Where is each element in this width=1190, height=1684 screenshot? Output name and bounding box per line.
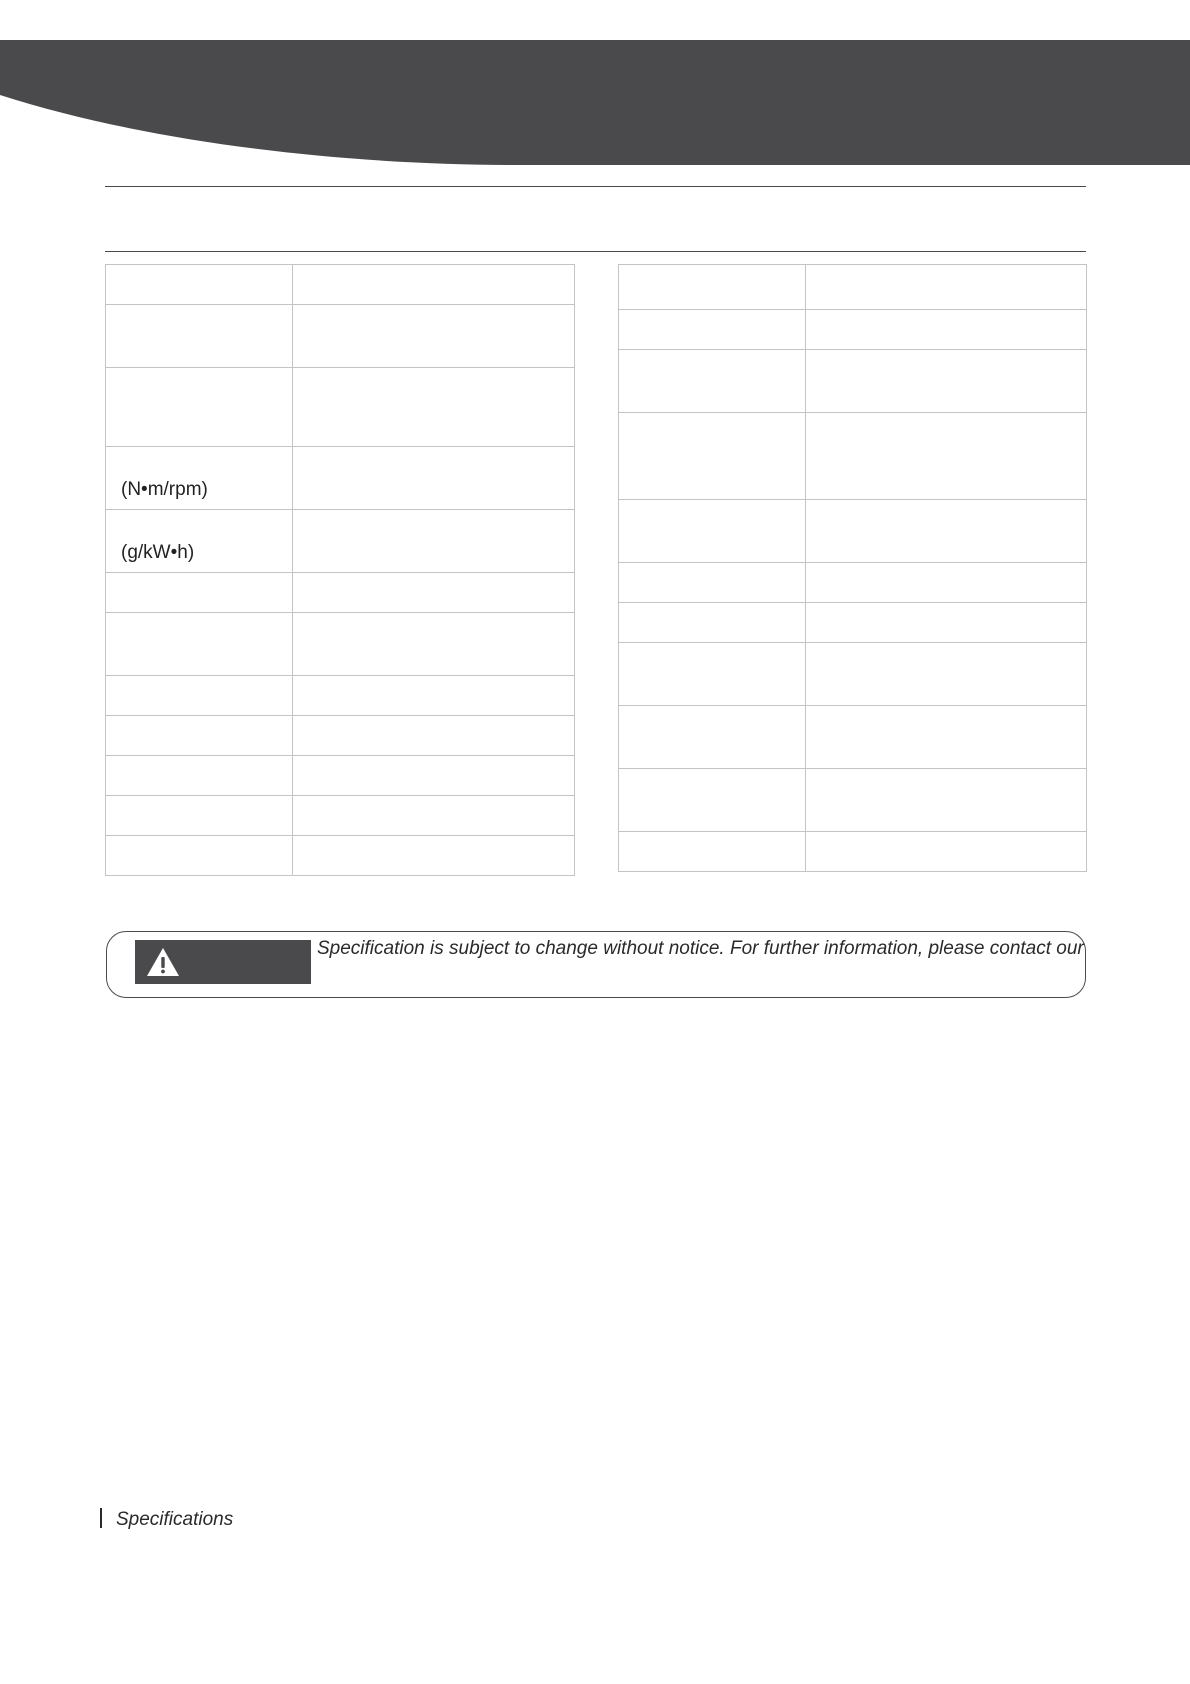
spec-value [806, 265, 1087, 310]
spec-value [806, 413, 1087, 500]
header-band [0, 40, 1190, 165]
spec-value [293, 716, 575, 756]
spec-value [293, 265, 575, 305]
table-row [619, 563, 1087, 603]
spec-value [806, 310, 1087, 350]
spec-label [619, 603, 806, 643]
spec-value [293, 676, 575, 716]
table-row [619, 310, 1087, 350]
table-row [619, 769, 1087, 832]
warning-icon [145, 946, 181, 978]
table-row [619, 832, 1087, 872]
notice-text: Specification is subject to change without notice. For further information, please contact our [317, 938, 1084, 959]
table-row [619, 643, 1087, 706]
spec-label: (N•m/rpm) [106, 447, 293, 510]
spec-label: (g/kW•h) [106, 510, 293, 573]
spec-value [293, 756, 575, 796]
spec-label [619, 413, 806, 500]
title-top-rule [105, 186, 1086, 187]
table-row [619, 350, 1087, 413]
spec-value [806, 706, 1087, 769]
page-footer [100, 1508, 233, 1531]
spec-value [293, 368, 575, 447]
spec-label [106, 265, 293, 305]
spec-label [106, 796, 293, 836]
table-row [106, 510, 575, 573]
table-row [619, 500, 1087, 563]
spec-label [619, 350, 806, 413]
spec-label [106, 716, 293, 756]
title-bottom-rule [105, 251, 1086, 252]
spec-value [293, 447, 575, 510]
spec-label [619, 706, 806, 769]
spec-value [293, 510, 575, 573]
spec-value [806, 350, 1087, 413]
spec-label [106, 368, 293, 447]
spec-label [619, 310, 806, 350]
table-row [106, 573, 575, 613]
spec-value [806, 603, 1087, 643]
spec-label [106, 756, 293, 796]
table-row [106, 836, 575, 876]
spec-value [293, 573, 575, 613]
spec-value [293, 836, 575, 876]
table-row [106, 613, 575, 676]
table-row [106, 756, 575, 796]
spec-label [106, 305, 293, 368]
spec-value [293, 305, 575, 368]
notice-box [106, 931, 1086, 998]
spec-label [619, 643, 806, 706]
spec-value [806, 563, 1087, 603]
table-row [619, 265, 1087, 310]
table-row [106, 368, 575, 447]
spec-label [619, 563, 806, 603]
table-row [106, 265, 575, 305]
spec-value [806, 643, 1087, 706]
table-row [106, 676, 575, 716]
table-row [106, 796, 575, 836]
spec-label [106, 573, 293, 613]
spec-label [619, 769, 806, 832]
spec-label [619, 500, 806, 563]
spec-value [806, 500, 1087, 563]
spec-table-right [618, 264, 1087, 872]
spec-value [293, 613, 575, 676]
table-row [619, 706, 1087, 769]
spec-label [106, 836, 293, 876]
footer-divider [100, 1508, 102, 1528]
footer-section-label: Specifications [116, 1509, 234, 1530]
spec-table-left [105, 264, 575, 876]
table-row [106, 716, 575, 756]
table-row [619, 413, 1087, 500]
table-row [619, 603, 1087, 643]
notice-label [135, 940, 311, 984]
spec-label [106, 613, 293, 676]
table-row [106, 447, 575, 510]
spec-label [619, 832, 806, 872]
spec-label [619, 265, 806, 310]
spec-label [106, 676, 293, 716]
spec-value [806, 769, 1087, 832]
table-row [106, 305, 575, 368]
spec-value [806, 832, 1087, 872]
spec-value [293, 796, 575, 836]
